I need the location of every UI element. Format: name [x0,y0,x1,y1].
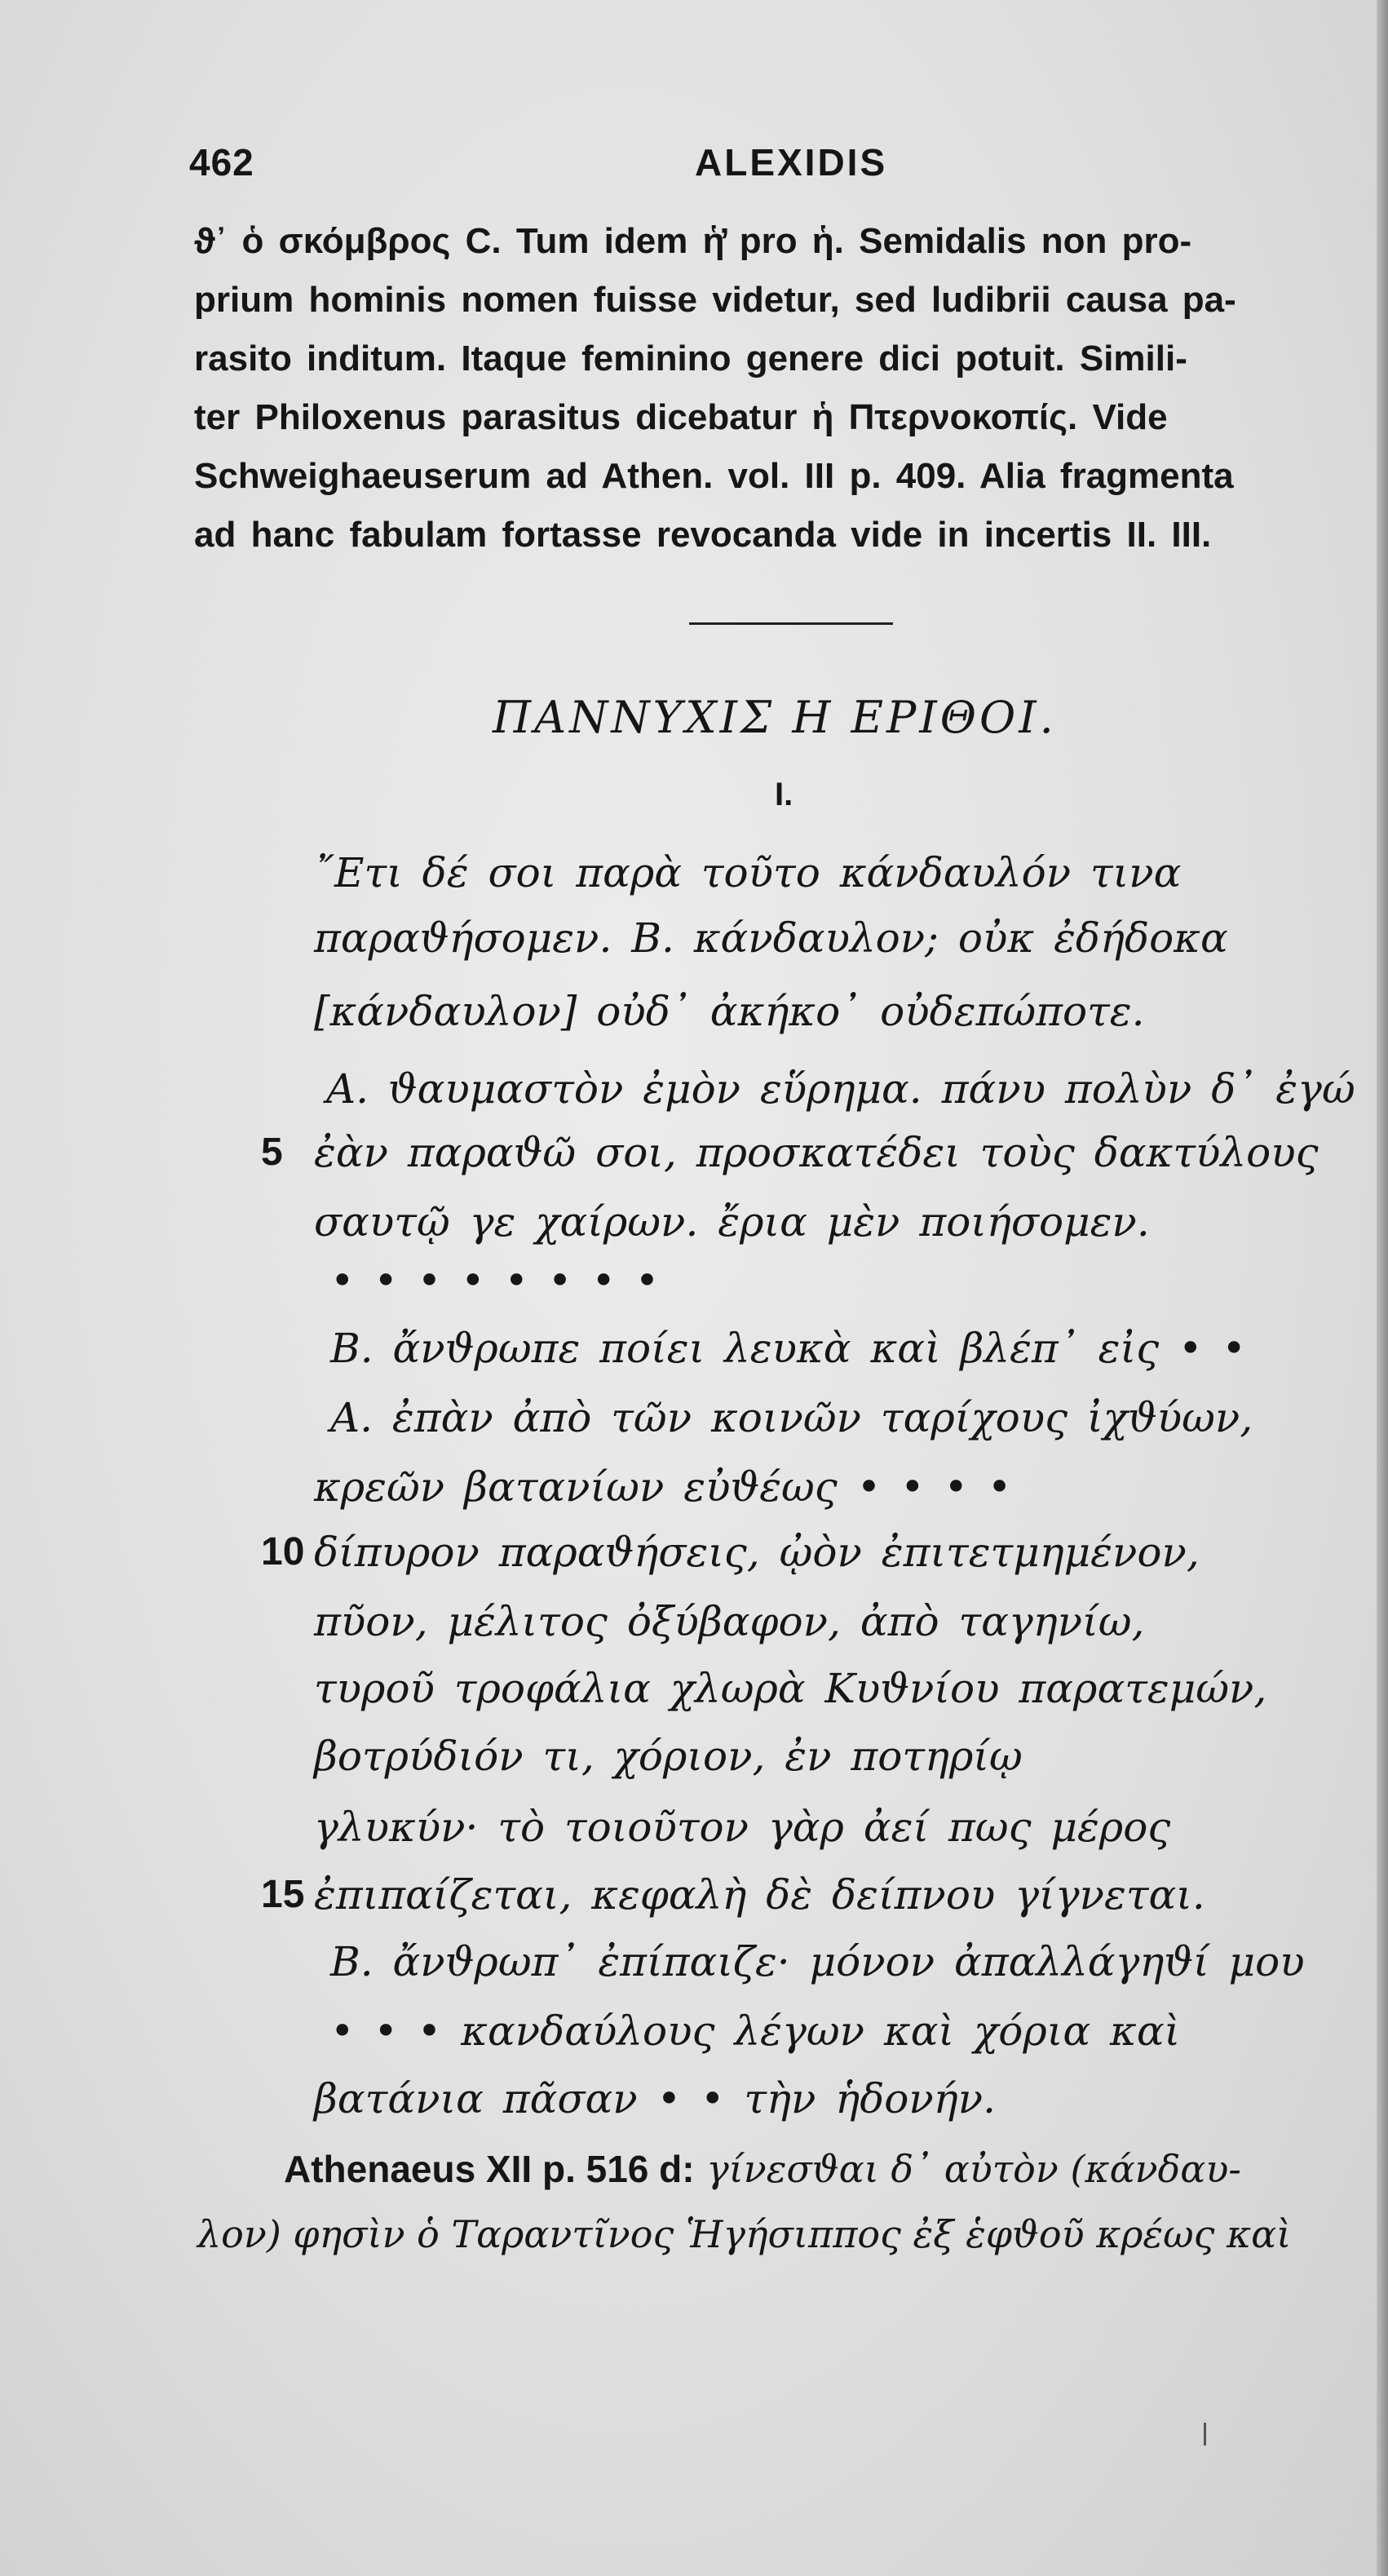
verse-line: παραϑήσομεν. Β. κάνδαυλον; οὐκ ἐδήδοκα [314,914,1228,962]
citation-greek: λον) φησὶν ὁ Ταραντῖνος Ἡγήσιππος ἐξ ἑφϑοῦ κρέως καὶ [197,2212,1292,2256]
verse-line: σαυτῷ γε χαίρων. ἔρια μὲν ποιήσομεν. [314,1198,1150,1246]
note-line: ϑ᾽ ὁ σκόμβρος C. Tum idem ἡ̓ pro ἡ. Semidalis non pro- [194,221,1192,261]
print-speck [1204,2423,1206,2445]
citation-greek: γίνεσϑαι δ᾽ αὐτὸν (κάνδαυ- [706,2147,1241,2191]
running-head: ALEXIDIS [695,141,888,184]
verse-line: δίπυρον παραϑήσεις, ᾠὸν ἐπιτετμημένον, [314,1529,1200,1576]
verse-line: Β. ἄνϑρωπ᾽ ἐπίπαιζε· μόνον ἀπαλλάγηϑί μου [330,1938,1305,1985]
page-number: 462 [189,141,254,184]
verse-line: Β. ἄνϑρωπε ποίει λευκὰ καὶ βλέπ᾽ εἰς • • [330,1325,1246,1372]
verse-number: 5 [261,1131,283,1174]
play-title: ΠΑΝΝΥΧΙΣ Η ΕΡΙΘΟΙ. [493,692,1057,743]
note-line: ter Philoxenus parasitus dicebatur ἡ Πτερνοκοπίς. Vide [194,397,1168,437]
verse-line: [κάνδαυλον] οὐδ᾽ ἀκήκο᾽ οὐδεπώποτε. [314,988,1145,1035]
note-line: Schweighaeuserum ad Athen. vol. III p. 409. Alia fragmenta [194,456,1234,496]
note-line: ad hanc fabulam fortasse revocanda vide in incertis II. III. [194,515,1212,555]
verse-number: 15 [261,1873,305,1916]
verse-line: ἐπιπαίζεται, κεφαλὴ δὲ δείπνου γίγνεται. [314,1871,1205,1919]
verse-line: κρεῶν βατανίων εὐϑέως • • • • [314,1463,1012,1511]
section-divider [689,622,893,625]
verse-line: βατάνια πᾶσαν • • τὴν ἡδονήν. [314,2075,997,2122]
verse-number: 10 [261,1530,305,1573]
critical-note [194,212,1381,564]
citation-reference: Athenaeus XII p. 516 d: [284,2148,695,2190]
verse-line: Α. ϑαυμαστὸν ἐμὸν εὕρημα. πάνυ πολὺν δ᾽ ἐγώ [326,1065,1355,1113]
fragment-number: I. [775,777,793,812]
verse-line: • • • κανδαύλους λέγων καὶ χόρια καὶ [330,2007,1181,2055]
verse-line: βοτρύδιόν τι, χόριον, ἐν ποτηρίῳ [314,1733,1023,1780]
verse-line: τυροῦ τροφάλια χλωρὰ Κυϑνίου παρατεμών, [314,1665,1267,1712]
verse-line: πῦον, μέλιτος ὀξύβαφον, ἀπὸ ταγηνίω, [314,1598,1145,1645]
note-line: rasito inditum. Itaque feminino genere dici potuit. Simili- [194,339,1187,378]
verse-line: γλυκύν· τὸ τοιοῦτον γὰρ ἀεί πως μέρος [314,1804,1171,1851]
lacuna-dots: • • • • • • • • [330,1257,660,1304]
verse-line: ῎Ετι δέ σοι παρὰ τοῦτο κάνδαυλόν τινα [314,849,1182,896]
verse-line: Α. ἐπὰν ἀπὸ τῶν κοινῶν ταρίχους ἰχϑύων, [330,1394,1253,1441]
verse-line: ἐὰν παραϑῶ σοι, προσκατέδει τοὺς δακτύλους [314,1129,1319,1176]
note-line: prium hominis nomen fuisse videtur, sed ludibrii causa pa- [194,280,1236,320]
